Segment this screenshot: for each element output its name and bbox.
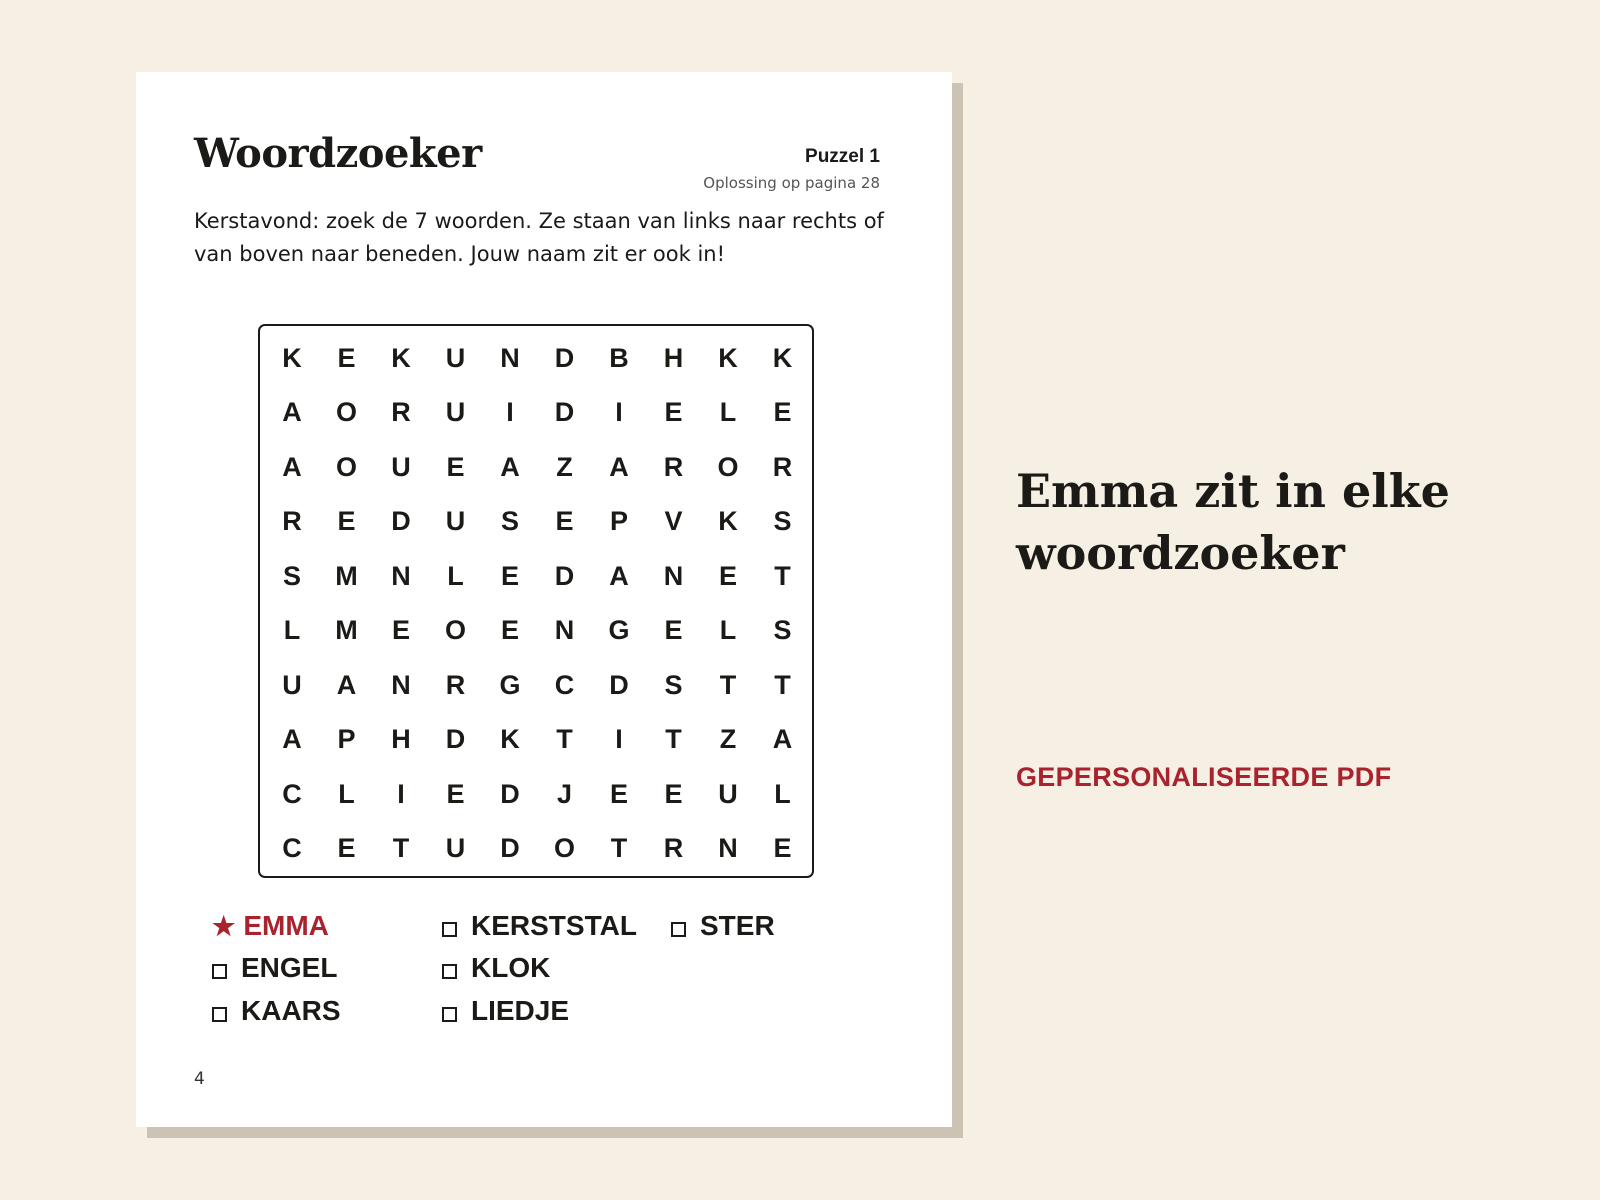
grid-cell: S: [664, 669, 683, 700]
grid-cell: N: [663, 560, 684, 591]
word-item: [442, 910, 637, 942]
grid-cell: I: [615, 397, 623, 427]
word-label: LIEDJE: [471, 995, 570, 1026]
grid-cell: T: [665, 724, 682, 754]
grid-cell: C: [554, 669, 575, 700]
grid-cell: T: [774, 560, 791, 591]
grid-cell: E: [337, 506, 356, 536]
checkbox-icon[interactable]: [442, 922, 457, 937]
grid-cell: A: [500, 451, 520, 482]
grid-cell: N: [718, 833, 738, 863]
word-label: KLOK: [471, 952, 551, 983]
grid-cell: E: [337, 342, 356, 373]
checkbox-icon[interactable]: [212, 1007, 227, 1022]
grid-cell: R: [663, 833, 684, 863]
checkbox-icon[interactable]: [442, 1007, 457, 1022]
grid-cell: L: [774, 778, 791, 809]
grid-cell: U: [445, 397, 466, 427]
grid-cell: K: [772, 342, 793, 373]
grid-cell: H: [663, 342, 684, 373]
grid-cell: K: [500, 724, 520, 754]
checkbox-icon[interactable]: [442, 964, 457, 979]
grid-cell: D: [554, 342, 575, 373]
grid-cell: D: [554, 397, 575, 427]
grid-cell: E: [773, 397, 792, 427]
grid-cell: D: [609, 669, 629, 700]
grid-cell: T: [719, 669, 737, 700]
grid-cell: E: [773, 833, 792, 863]
grid-cell: O: [444, 615, 466, 645]
word-label: ENGEL: [241, 952, 338, 983]
page-title: Woordzoeker: [194, 130, 482, 177]
grid-cell: E: [446, 451, 465, 482]
grid-cell: D: [500, 833, 520, 863]
grid-cell: C: [282, 833, 302, 863]
grid-cell: R: [282, 506, 302, 536]
grid-cell: A: [282, 451, 302, 482]
word-label: KAARS: [241, 995, 341, 1026]
grid-cell: S: [773, 615, 792, 645]
word-item: [671, 910, 775, 942]
grid-cell: N: [391, 669, 411, 700]
word-item: [212, 995, 341, 1027]
grid-cell: E: [500, 560, 519, 591]
grid-cell: A: [609, 451, 629, 482]
grid-cell: G: [499, 669, 521, 700]
tagline: Emma zit in elke woordzoeker: [1016, 464, 1450, 580]
word-item: [442, 995, 569, 1027]
grid-cell: D: [554, 560, 575, 591]
grid-cell: E: [609, 778, 628, 809]
grid-cell: D: [500, 778, 520, 809]
grid-cell: O: [717, 451, 739, 482]
grid-cell: R: [772, 451, 793, 482]
word-label: KERSTSTAL: [471, 910, 637, 941]
grid-cell: H: [391, 724, 411, 754]
grid-cell: E: [555, 506, 574, 536]
grid-cell: L: [338, 778, 355, 809]
grid-cell: O: [335, 397, 357, 427]
star-icon: ★: [212, 910, 236, 941]
grid-cell: S: [282, 560, 301, 591]
grid-cell: P: [337, 724, 356, 754]
grid-cell: L: [719, 615, 737, 645]
grid-cell: A: [282, 724, 302, 754]
grid-cell: B: [609, 342, 629, 373]
grid-cell: U: [391, 451, 411, 482]
grid-cell: D: [445, 724, 466, 754]
word-label: STER: [700, 910, 775, 941]
checkbox-icon[interactable]: [212, 964, 227, 979]
grid-cell: Z: [719, 724, 737, 754]
grid-cell: O: [553, 833, 575, 863]
grid-cell: E: [337, 833, 356, 863]
grid-cell: A: [772, 724, 793, 754]
grid-cell: U: [718, 778, 738, 809]
puzzle-label: Puzzel 1: [805, 146, 880, 167]
grid-cell: C: [282, 778, 302, 809]
grid-cell: T: [610, 833, 628, 863]
grid-cell: L: [283, 615, 301, 645]
grid-cell: K: [282, 342, 302, 373]
grid-cell: E: [718, 560, 737, 591]
word-label: EMMA: [243, 910, 329, 941]
grid-cell: N: [500, 342, 520, 373]
grid-cell: G: [608, 615, 630, 645]
grid-cell: O: [335, 451, 357, 482]
grid-cell: V: [664, 506, 683, 536]
grid-cell: E: [664, 615, 683, 645]
grid-cell: R: [663, 451, 684, 482]
grid-cell: U: [445, 506, 466, 536]
grid-cell: E: [664, 397, 683, 427]
grid-cell: U: [282, 669, 302, 700]
grid-cell: L: [447, 560, 464, 591]
grid-cell: R: [445, 669, 466, 700]
grid-cell: S: [773, 506, 792, 536]
grid-cell: A: [336, 669, 357, 700]
grid-cell: K: [391, 342, 411, 373]
grid-cell: P: [609, 506, 628, 536]
grid-cell: I: [397, 778, 405, 809]
grid-cell: A: [609, 560, 629, 591]
grid-cell: N: [391, 560, 411, 591]
solution-note: Oplossing op pagina 28: [703, 174, 880, 192]
grid-cell: L: [719, 397, 737, 427]
grid-cell: E: [391, 615, 410, 645]
grid-cell: M: [335, 560, 358, 591]
grid-cell: E: [446, 778, 465, 809]
grid-cell: K: [718, 506, 738, 536]
checkbox-icon[interactable]: [671, 922, 686, 937]
letter-grid: [258, 324, 814, 878]
grid-cell: I: [615, 724, 623, 754]
grid-cell: R: [391, 397, 411, 427]
puzzle-page: [136, 72, 952, 1127]
grid-cell: T: [392, 833, 410, 863]
grid-cell: U: [445, 342, 466, 373]
word-item: [212, 910, 329, 942]
word-item: [212, 952, 337, 984]
page-number: 4: [194, 1069, 205, 1089]
grid-cell: I: [506, 397, 514, 427]
personalized-pdf-badge: GEPERSONALISEERDE PDF: [1016, 762, 1392, 792]
grid-cell: D: [391, 506, 411, 536]
grid-cell: J: [556, 778, 573, 809]
grid-cell: T: [556, 724, 573, 754]
grid-cell: N: [554, 615, 575, 645]
grid-cell: E: [500, 615, 519, 645]
grid-cell: S: [500, 506, 519, 536]
grid-cell: U: [445, 833, 466, 863]
grid-cell: E: [664, 778, 683, 809]
word-item: [442, 952, 550, 984]
grid-cell: T: [774, 669, 791, 700]
grid-cell: M: [335, 615, 358, 645]
grid-cell: Z: [556, 451, 573, 482]
instructions: Kerstavond: zoek de 7 woorden. Ze staan van links naar rechts of van boven naar beneden. Jouw naam zit er ook in!: [194, 209, 884, 266]
grid-cell: K: [718, 342, 738, 373]
grid-cell: A: [282, 397, 302, 427]
